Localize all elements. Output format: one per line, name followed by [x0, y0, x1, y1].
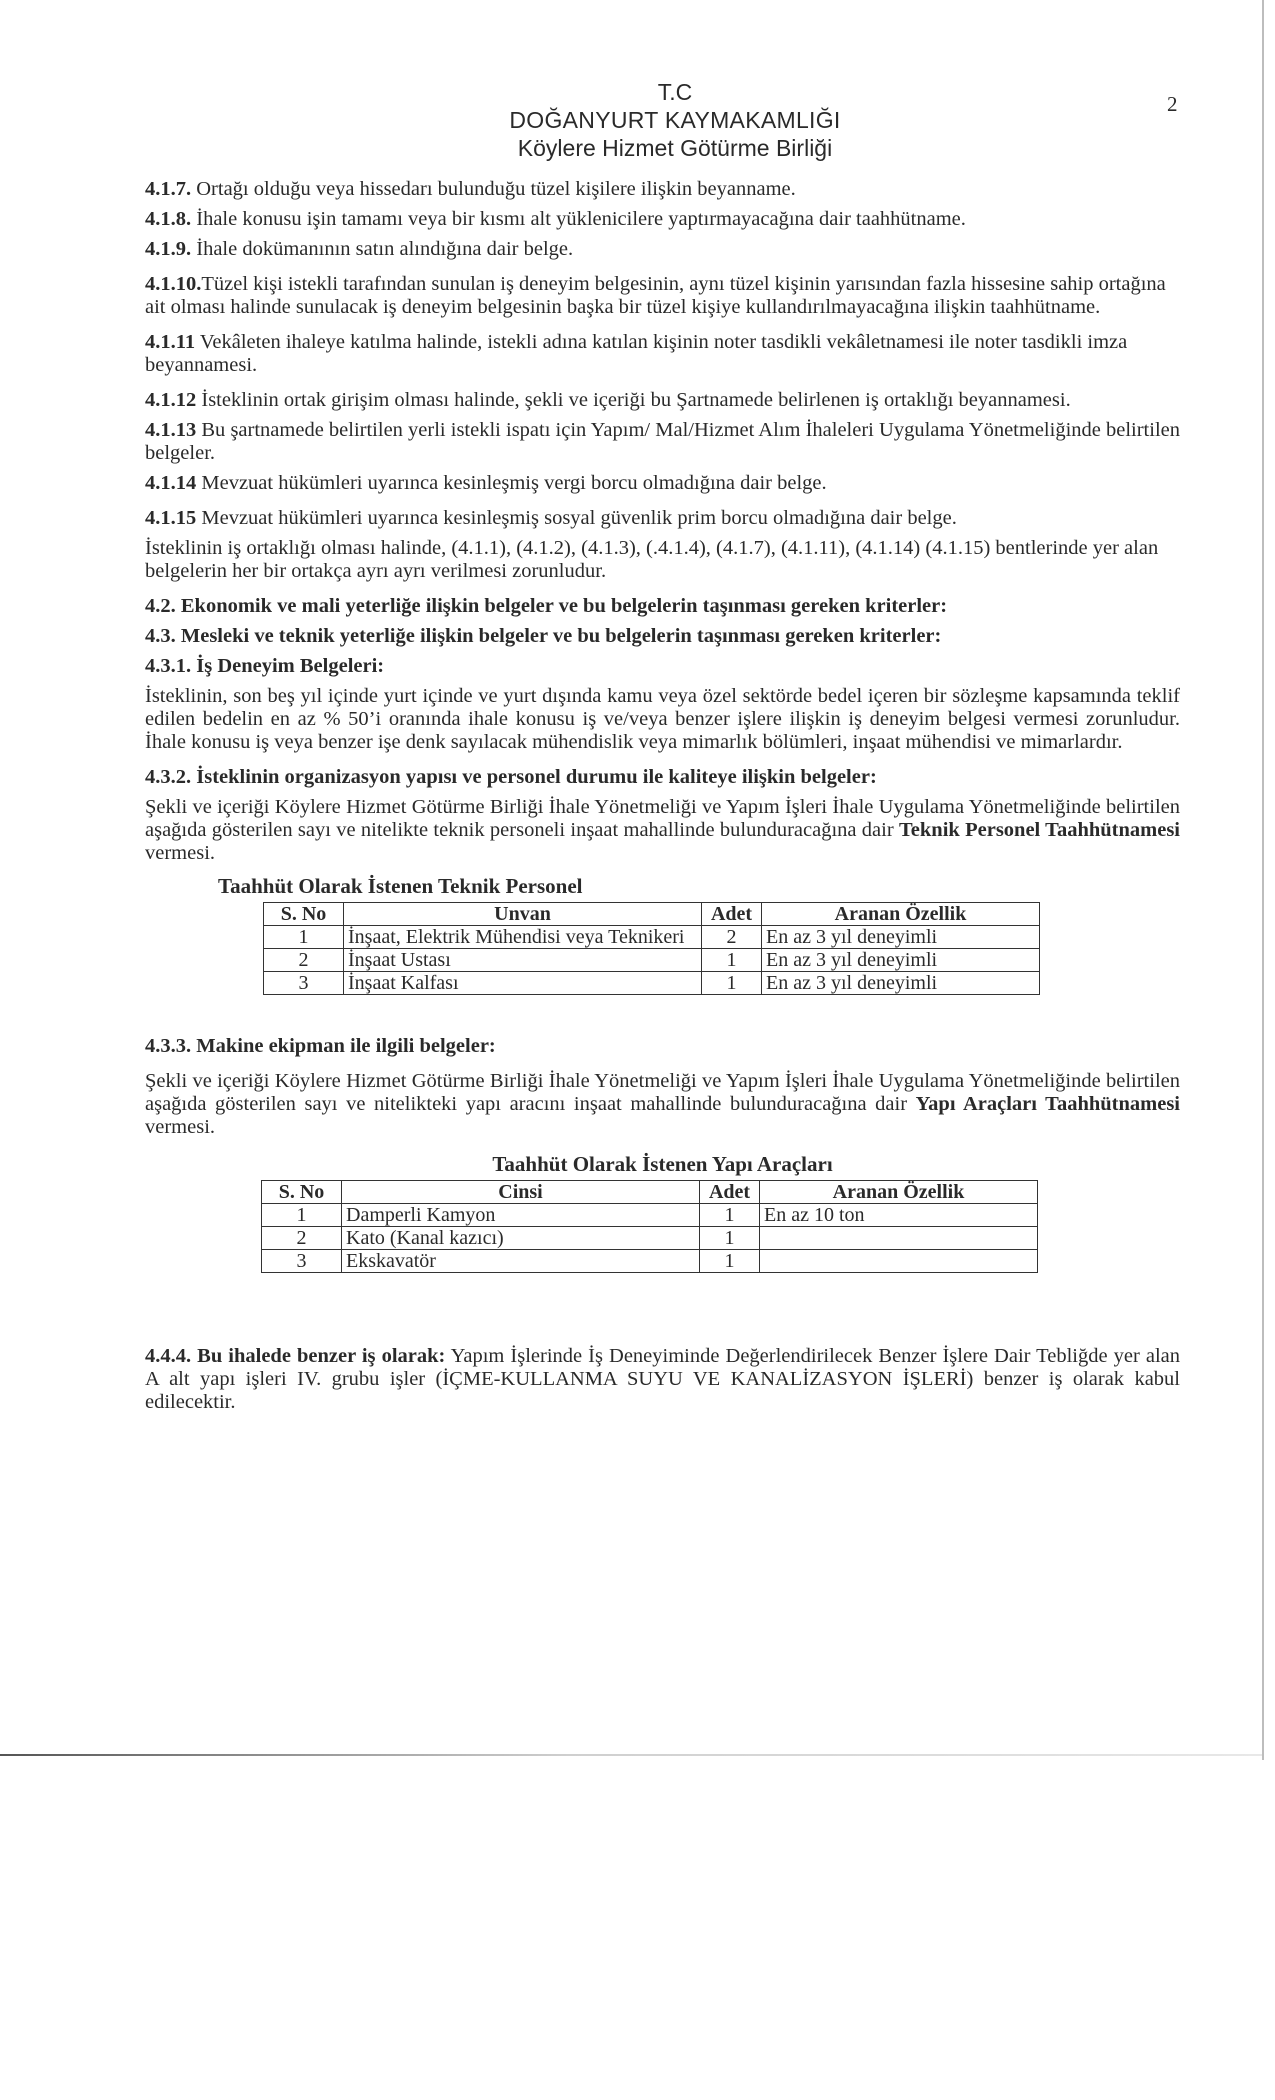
table-row	[262, 1204, 1038, 1227]
col-header: S. No	[262, 1181, 342, 1204]
cell-count: 1	[700, 1204, 760, 1227]
col-header: Adet	[702, 903, 762, 926]
header-line-2: DOĞANYURT KAYMAKAMLIĞI	[509, 107, 841, 133]
section-4-3-3-body: Şekli ve içeriği Köylere Hizmet Götürme Birliği İhale Yönetmeliği ve Yapım İşleri İhale Uygulama Yönetmeliğinde belirtilen aşağıda gösterilen sayı ve nitelikteki yapı aracını inşaat mahallinde bulunduracağına dair Yapı Araçları Taahhütnamesi vermesi.	[145, 1070, 1180, 1138]
page-number: 2	[1167, 92, 1178, 116]
scan-edge-bottom	[0, 1754, 1262, 1756]
cell-count: 1	[702, 949, 762, 972]
section-4-3-2-heading: 4.3.2. İsteklinin organizasyon yapısı ve personel durumu ile kaliteye ilişkin belgeler:	[145, 766, 877, 788]
table-row	[264, 926, 1040, 949]
cell-type: Damperli Kamyon	[342, 1204, 700, 1227]
col-header: Aranan Özellik	[762, 903, 1040, 926]
col-header: Unvan	[344, 903, 702, 926]
item-4-1-10: 4.1.10.Tüzel kişi istekli tarafından sunulan iş deneyim belgesinin, aynı tüzel kişinin yarısından fazla hissesine sahip ortağına ait olması halinde sunulacak iş deneyim belgesinin başka bir tüzel kişiye kullandırılmayacağına ilişkin taahhütname.	[145, 273, 1166, 318]
cell-sno: 3	[262, 1250, 342, 1273]
cell-type: Ekskavatör	[342, 1250, 700, 1273]
table-row	[264, 972, 1040, 995]
table-row	[262, 1227, 1038, 1250]
section-4-3-2-body: Şekli ve içeriği Köylere Hizmet Götürme Birliği İhale Yönetmeliği ve Yapım İşleri İhale Uygulama Yönetmeliğinde belirtilen aşağıda gösterilen sayı ve nitelikte teknik personeli inşaat mahallinde bulunduracağına dair Teknik Personel Taahhütnamesi vermesi.	[145, 796, 1180, 864]
item-4-1-7: 4.1.7. Ortağı olduğu veya hissedarı bulunduğu tüzel kişilere ilişkin beyanname.	[145, 178, 796, 200]
section-4-3-1-heading: 4.3.1. İş Deneyim Belgeleri:	[145, 655, 385, 677]
cell-requirement: En az 3 yıl deneyimli	[762, 926, 1040, 949]
item-4-1-11: 4.1.11 Vekâleten ihaleye katılma halinde, istekli adına katılan kişinin noter tasdikli vekâletnamesi ile noter tasdikli imza beyannamesi.	[145, 331, 1128, 376]
section-4-3-heading: 4.3. Mesleki ve teknik yeterliğe ilişkin belgeler ve bu belgelerin taşınması gereken kriterler:	[145, 625, 942, 647]
section-4-4-4: 4.4.4. Bu ihalede benzer iş olarak: Yapım İşlerinde İş Deneyiminde Değerlendirilecek Benzer İşlere Dair Tebliğde yer alan A alt yapı işleri IV. grubu işler (İÇME-KULLANMA SUYU VE KANALİZASYON İŞLERİ) benzer iş olarak kabul edilecektir.	[145, 1345, 1180, 1413]
cell-requirement	[760, 1250, 1038, 1273]
cell-title: İnşaat Ustası	[344, 949, 702, 972]
scan-edge-right	[1262, 0, 1264, 1760]
cell-requirement	[760, 1227, 1038, 1250]
cell-count: 1	[700, 1250, 760, 1273]
cell-count: 1	[702, 972, 762, 995]
col-header: S. No	[264, 903, 344, 926]
cell-title: İnşaat Kalfası	[344, 972, 702, 995]
cell-requirement: En az 10 ton	[760, 1204, 1038, 1227]
section-4-3-1-body: İsteklinin, son beş yıl içinde yurt içinde ve yurt dışında kamu veya özel sektörde bedel içeren bir sözleşme kapsamında teklif edilen bedelin en az % 50’i oranında ihale konusu iş ve/veya benzer işlere ilişkin iş deneyim belgesi vermesi zorunludur. İhale konusu iş veya benzer işe denk sayılacak mühendislik veya mimarlık bölümleri, inşaat mühendisi ve mimarlardır.	[145, 685, 1180, 753]
col-header: Cinsi	[342, 1181, 700, 1204]
section-4-3-3-heading: 4.3.3. Makine ekipman ile ilgili belgeler:	[145, 1035, 496, 1057]
partner-note: İsteklinin iş ortaklığı olması halinde, (4.1.1), (4.1.2), (4.1.3), (.4.1.4), (4.1.7), (4.1.11), (4.1.14) (4.1.15) bentlerinde yer alan belgelerin her bir ortakça ayrı ayrı verilmesi zorunludur.	[145, 537, 1159, 582]
cell-sno: 1	[262, 1204, 342, 1227]
table-header-row	[262, 1181, 1038, 1204]
item-4-1-13: 4.1.13 Bu şartnamede belirtilen yerli istekli ispatı için Yapım/ Mal/Hizmet Alım İhaleleri Uygulama Yönetmeliğinde belirtilen belgeler.	[145, 419, 1180, 464]
table-row	[262, 1250, 1038, 1273]
construction-equipment-table	[261, 1180, 1038, 1273]
item-4-1-12: 4.1.12 İsteklinin ortak girişim olması halinde, şekli ve içeriği bu Şartnamede belirlenen iş ortaklığı beyannamesi.	[145, 389, 1071, 411]
table1-caption: Taahhüt Olarak İstenen Teknik Personel	[218, 874, 583, 898]
table-header-row	[264, 903, 1040, 926]
cell-sno: 2	[264, 949, 344, 972]
item-4-1-9: 4.1.9. İhale dokümanının satın alındığına dair belge.	[145, 238, 574, 260]
cell-type: Kato (Kanal kazıcı)	[342, 1227, 700, 1250]
header-line-3: Köylere Hizmet Götürme Birliği	[517, 135, 833, 161]
letterhead	[440, 78, 910, 162]
item-4-1-8: 4.1.8. İhale konusu işin tamamı veya bir kısmı alt yüklenicilere yaptırmayacağına dair taahhütname.	[145, 208, 966, 230]
item-4-1-14: 4.1.14 Mevzuat hükümleri uyarınca kesinleşmiş vergi borcu olmadığına dair belge.	[145, 472, 827, 494]
section-4-2-heading: 4.2. Ekonomik ve mali yeterliğe ilişkin belgeler ve bu belgelerin taşınması gereken kriterler:	[145, 595, 948, 617]
technical-personnel-table	[263, 902, 1040, 995]
cell-sno: 3	[264, 972, 344, 995]
cell-requirement: En az 3 yıl deneyimli	[762, 949, 1040, 972]
cell-requirement: En az 3 yıl deneyimli	[762, 972, 1040, 995]
cell-count: 2	[702, 926, 762, 949]
item-4-1-15: 4.1.15 Mevzuat hükümleri uyarınca kesinleşmiş sosyal güvenlik prim borcu olmadığına dair belge.	[145, 507, 957, 529]
cell-sno: 1	[264, 926, 344, 949]
cell-count: 1	[700, 1227, 760, 1250]
table-row	[264, 949, 1040, 972]
col-header: Adet	[700, 1181, 760, 1204]
document-body	[145, 178, 1180, 1414]
cell-title: İnşaat, Elektrik Mühendisi veya Teknikeri	[344, 926, 702, 949]
cell-sno: 2	[262, 1227, 342, 1250]
header-line-1: T.C	[657, 79, 693, 105]
col-header: Aranan Özellik	[760, 1181, 1038, 1204]
table2-caption: Taahhüt Olarak İstenen Yapı Araçları	[492, 1152, 833, 1176]
